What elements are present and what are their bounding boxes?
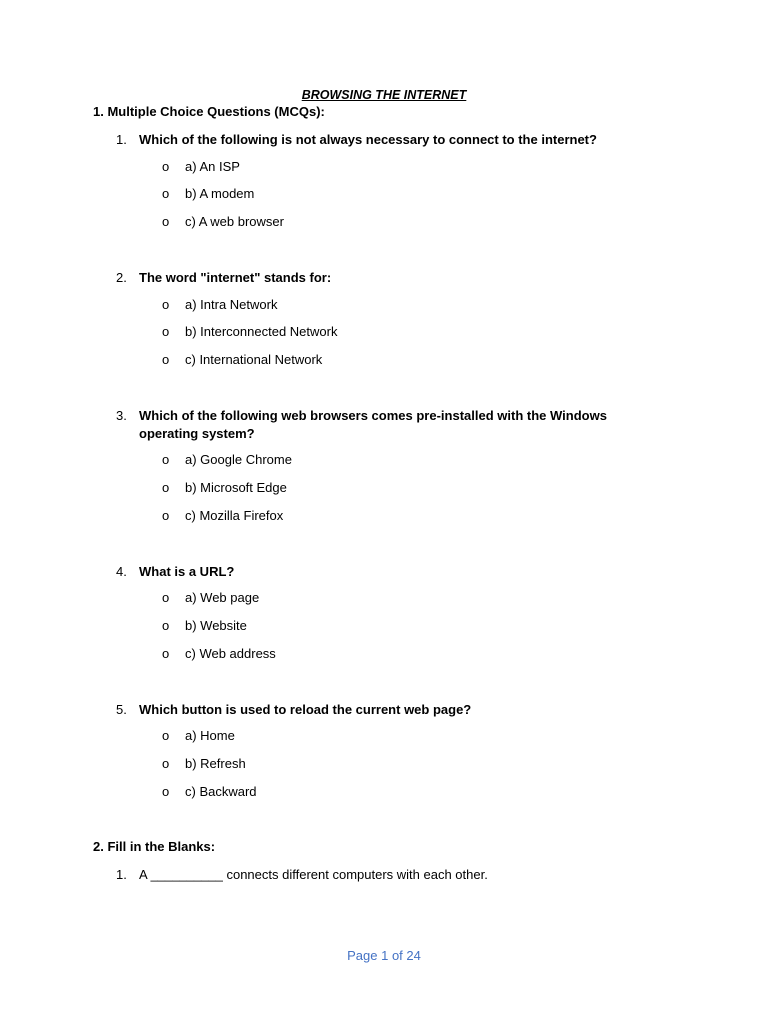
section-heading-mcq: 1. Multiple Choice Questions (MCQs): [93,104,325,119]
document-page: BROWSING THE INTERNET 1. Multiple Choice Questions (MCQs): 1. Which of the following is not always necessary to connect to the internet? o a) An ISP o b) A modem o c) A web browser 2. The word "internet" stands for: o a) Intra Network o b) Interconnected Network o c) International Network 3. Which of the following web browsers comes pre-installed with the Windows operating system? o a) Google Chrome o b) Microsoft Edge o c) Mozilla Firefox 4. What is a URL? o a) Web page o b) Website o c) Web address 5. Which button is used to reload the current web page? o a) Home o b) Refresh o c) Backward 2. Fill in the Blanks: 1. A __________ connects different computers with each other. Page 1 of 24 [0,0,768,1024]
question-text: The word "internet" stands for: [139,270,332,285]
question-number: 1. [116,132,127,147]
bullet-icon: o [162,159,170,174]
fill-text: A __________ connects different computers with each other. [139,867,488,882]
question-number: 5. [116,702,127,717]
bullet-icon: o [162,618,170,633]
bullet-icon: o [162,352,170,367]
question-text: Which of the following is not always necessary to connect to the internet? [139,132,597,147]
bullet-icon: o [162,324,170,339]
bullet-icon: o [162,756,170,771]
bullet-icon: o [162,508,170,523]
page-number-footer: Page 1 of 24 [347,948,421,963]
bullet-icon: o [162,728,170,743]
bullet-icon: o [162,480,170,495]
question-text: Which button is used to reload the current web page? [139,702,472,717]
question-number: 3. [116,408,127,423]
bullet-icon: o [162,646,170,661]
bullet-icon: o [162,452,170,467]
bullet-icon: o [162,590,170,605]
question-number: 4. [116,564,127,579]
bullet-icon: o [162,784,170,799]
bullet-icon: o [162,186,170,201]
question-text: Which of the following web browsers comes pre-installed with the Windows operating system? [139,408,607,441]
question-number: 2. [116,270,127,285]
fill-number: 1. [116,867,127,882]
section-heading-fill-blanks: 2. Fill in the Blanks: [93,839,216,854]
document-title: BROWSING THE INTERNET [301,88,467,102]
question-text: What is a URL? [139,564,235,579]
bullet-icon: o [162,297,170,312]
bullet-icon: o [162,214,170,229]
